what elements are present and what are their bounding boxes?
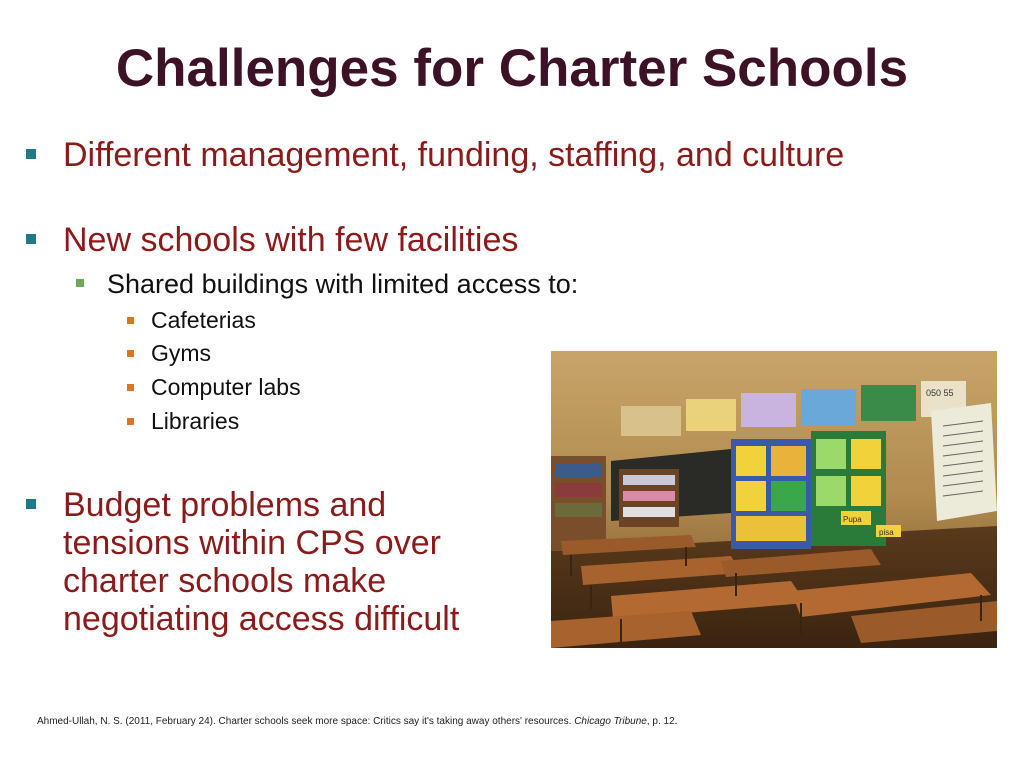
square-bullet-icon xyxy=(127,384,134,391)
list-item xyxy=(151,408,239,435)
bullet-3 xyxy=(63,486,459,638)
square-bullet-icon xyxy=(127,350,134,357)
bullet-1-text: Different management, funding, staffing, and culture xyxy=(63,136,845,174)
slide-title: Challenges for Charter Schools xyxy=(115,39,909,98)
list-item-cafeterias: Cafeterias xyxy=(151,307,256,333)
bullet-2-text: New schools with few facilities xyxy=(63,221,519,259)
poster-label-pupa: Pupa xyxy=(843,515,862,524)
list-item xyxy=(151,374,301,401)
bullet-1 xyxy=(63,136,844,174)
bullet-3-line: charter schools make xyxy=(63,562,387,600)
bullet-2 xyxy=(63,221,518,259)
square-bullet-icon xyxy=(76,279,84,287)
sub-bullet-text: Shared buildings with limited access to: xyxy=(107,269,579,299)
citation-page: , p. 12. xyxy=(646,716,678,727)
bullet-3-line: negotiating access difficult xyxy=(63,600,460,638)
poster-numbers: 050 55 xyxy=(926,388,954,398)
poster-label-pisa: pisa xyxy=(879,528,894,537)
citation xyxy=(37,716,677,727)
square-bullet-icon xyxy=(26,234,36,244)
square-bullet-icon xyxy=(127,317,134,324)
sub-bullet xyxy=(107,268,578,300)
list-item-libraries: Libraries xyxy=(151,408,240,434)
citation-text: Ahmed-Ullah, N. S. (2011, February 24). Charter schools seek more space: Critics say it's taking away others' resources. xyxy=(37,716,572,727)
classroom-photo xyxy=(551,351,997,648)
bullet-3-line: tensions within CPS over xyxy=(63,524,441,562)
list-item-gyms: Gyms xyxy=(151,340,212,366)
list-item xyxy=(151,340,211,367)
square-bullet-icon xyxy=(26,149,36,159)
citation-source: Chicago Tribune xyxy=(574,716,647,727)
square-bullet-icon xyxy=(26,499,36,509)
list-item-computer-labs: Computer labs xyxy=(151,374,301,400)
list-item xyxy=(151,307,256,334)
bullet-3-line: Budget problems and xyxy=(63,486,387,524)
square-bullet-icon xyxy=(127,418,134,425)
